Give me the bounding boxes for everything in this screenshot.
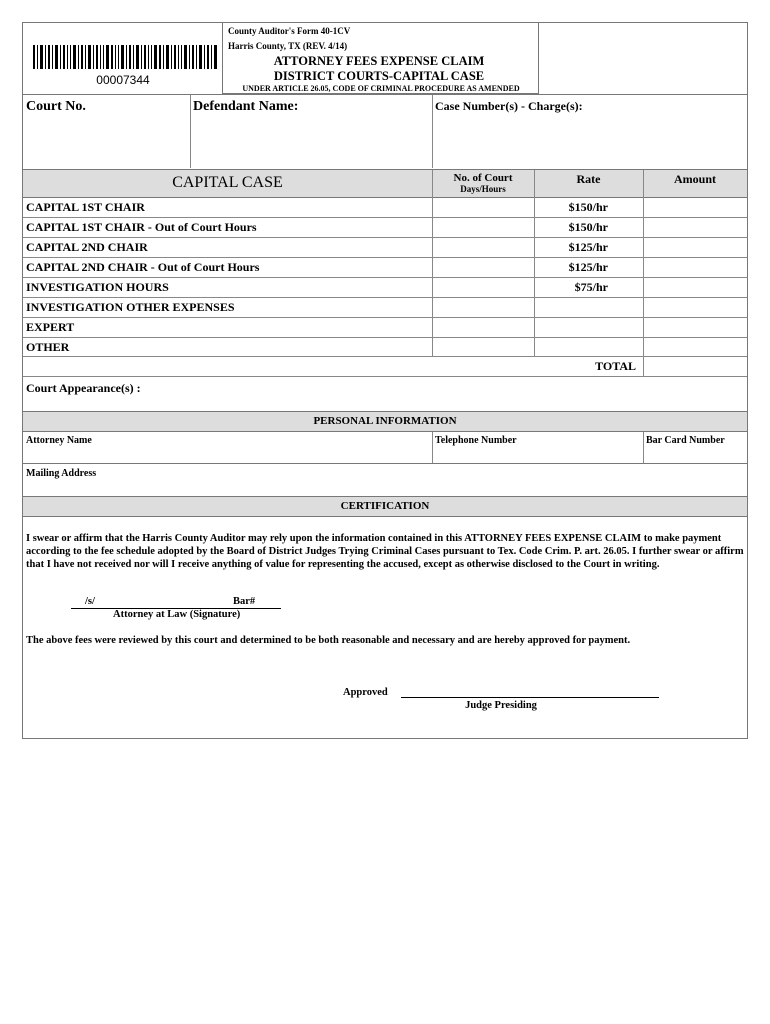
- judge-signature-line: [401, 697, 659, 698]
- fee-row-days-input[interactable]: [433, 239, 533, 257]
- fee-row-rate: $150/hr: [568, 220, 608, 234]
- certification-title: CERTIFICATION: [340, 500, 430, 512]
- fee-row-rate-input[interactable]: [535, 299, 642, 317]
- fee-row-label: CAPITAL 2ND CHAIR: [26, 240, 148, 254]
- form-header: [22, 22, 748, 95]
- fee-row-rate: $150/hr: [568, 200, 608, 214]
- defendant-name-label: Defendant Name:: [193, 99, 299, 114]
- col-days-sublabel: Days/Hours: [460, 184, 506, 194]
- barcode-icon: [33, 45, 217, 69]
- fee-row-label: INVESTIGATION HOURS: [26, 280, 169, 294]
- bar-number-label: Bar#: [233, 596, 256, 607]
- form-title-line2: DISTRICT COURTS-CAPITAL CASE: [273, 69, 485, 83]
- personal-info-title: PERSONAL INFORMATION: [313, 415, 457, 427]
- defendant-name-field[interactable]: [193, 119, 429, 165]
- review-statement: The above fees were reviewed by this court and determined to be both reasonable and necessary and are hereby approved for payment.: [26, 635, 631, 646]
- mailing-address-label: Mailing Address: [26, 468, 97, 479]
- telephone-field[interactable]: [434, 448, 641, 462]
- court-appearance-field[interactable]: [163, 379, 745, 409]
- fee-row-capital-1st-chair-out-of-court: [23, 218, 747, 238]
- court-no-field[interactable]: [25, 119, 187, 165]
- fee-row-rate: $125/hr: [568, 260, 608, 274]
- personal-info-row: [22, 432, 748, 464]
- attorney-name-field[interactable]: [25, 448, 429, 462]
- fee-row-amount-input[interactable]: [644, 239, 746, 257]
- fee-row-days-input[interactable]: [433, 299, 533, 317]
- col-amount-label: Amount: [673, 172, 716, 186]
- fee-row-rate-input[interactable]: [535, 319, 642, 337]
- fee-row-label: CAPITAL 1ST CHAIR - Out of Court Hours: [26, 220, 257, 234]
- fee-row-rate-input[interactable]: [535, 339, 642, 356]
- fee-row-label: INVESTIGATION OTHER EXPENSES: [26, 300, 235, 314]
- fee-row-amount-input[interactable]: [644, 339, 746, 356]
- fee-row-amount-input[interactable]: [644, 319, 746, 337]
- fee-row-amount-input[interactable]: [644, 199, 746, 217]
- fee-row-days-input[interactable]: [433, 259, 533, 277]
- signature-prefix: /s/: [85, 596, 95, 607]
- signature-caption: Attorney at Law (Signature): [113, 609, 241, 620]
- court-no-label: Court No.: [26, 99, 86, 114]
- case-number-field[interactable]: [435, 117, 745, 165]
- judge-presiding-label: Judge Presiding: [465, 700, 537, 711]
- court-appearance-label: Court Appearance(s) :: [26, 381, 141, 395]
- fee-row-amount-input[interactable]: [644, 259, 746, 277]
- barcode-number: 00007344: [96, 73, 150, 87]
- fee-row-days-input[interactable]: [433, 319, 533, 337]
- fee-row-days-input[interactable]: [433, 279, 533, 297]
- fee-row-amount-input[interactable]: [644, 279, 746, 297]
- bar-card-label: Bar Card Number: [646, 435, 725, 446]
- certification-header: [22, 497, 748, 517]
- attorney-name-label: Attorney Name: [26, 435, 92, 446]
- fee-row-label: CAPITAL 1ST CHAIR: [26, 200, 145, 214]
- case-info-section: [22, 95, 748, 170]
- attorney-signature-field[interactable]: [103, 594, 233, 608]
- fee-row-rate: $125/hr: [568, 240, 608, 254]
- col-rate-label: Rate: [576, 172, 601, 186]
- total-label: TOTAL: [595, 359, 636, 373]
- fee-row-days-input[interactable]: [433, 199, 533, 217]
- certification-body: [22, 517, 748, 739]
- form-title-line1: ATTORNEY FEES EXPENSE CLAIM: [273, 54, 485, 68]
- mailing-address-field[interactable]: [25, 481, 745, 495]
- fee-row-amount-input[interactable]: [644, 219, 746, 237]
- fee-row-capital-2nd-chair-out-of-court: [23, 258, 747, 278]
- fee-row-investigation-other-expenses: [23, 298, 747, 318]
- fees-table: [22, 170, 748, 412]
- fee-row-capital-1st-chair: [23, 198, 747, 218]
- approved-label: Approved: [343, 687, 388, 698]
- article-reference: UNDER ARTICLE 26.05, CODE OF CRIMINAL PROCEDURE AS AMENDED: [242, 84, 520, 93]
- fee-row-expert: [23, 318, 747, 338]
- col-days-label: No. of Court: [453, 172, 513, 184]
- personal-info-header: [22, 412, 748, 432]
- mailing-address-row: [22, 464, 748, 497]
- case-number-label: Case Number(s) - Charge(s):: [435, 99, 583, 113]
- judge-signature-field[interactable]: [401, 682, 659, 696]
- bar-card-field[interactable]: [645, 448, 746, 462]
- fee-row-rate: $75/hr: [574, 280, 608, 294]
- capital-case-title: CAPITAL CASE: [172, 174, 283, 191]
- fee-row-days-input[interactable]: [433, 339, 533, 356]
- form-number: County Auditor's Form 40-1CV: [228, 26, 351, 36]
- fee-row-investigation-hours: [23, 278, 747, 298]
- fee-row-label: CAPITAL 2ND CHAIR - Out of Court Hours: [26, 260, 260, 274]
- total-row: [23, 357, 747, 377]
- fee-row-other: [23, 338, 747, 357]
- fee-row-label: OTHER: [26, 340, 70, 354]
- fee-row-capital-2nd-chair: [23, 238, 747, 258]
- fee-row-amount-input[interactable]: [644, 299, 746, 317]
- certification-statement: I swear or affirm that the Harris County Auditor may rely upon the information contained in this ATTORNEY FEES EXPENSE CLAIM to make payment according to the fee schedule adopted by the Board of District Judges Trying Criminal Cases pursuant to Tex. Code Crim. P. art. 26.05. I further swear or affirm that I have not received nor will I receive anything of value for representing the accused, except as otherwise disclosed to the Court in writing.: [26, 533, 744, 570]
- fee-row-days-input[interactable]: [433, 219, 533, 237]
- total-amount-input[interactable]: [644, 358, 746, 376]
- telephone-label: Telephone Number: [435, 435, 517, 446]
- fee-row-label: EXPERT: [26, 320, 75, 334]
- county-revision: Harris County, TX (REV. 4/14): [228, 41, 348, 51]
- barcode-area: [23, 23, 223, 94]
